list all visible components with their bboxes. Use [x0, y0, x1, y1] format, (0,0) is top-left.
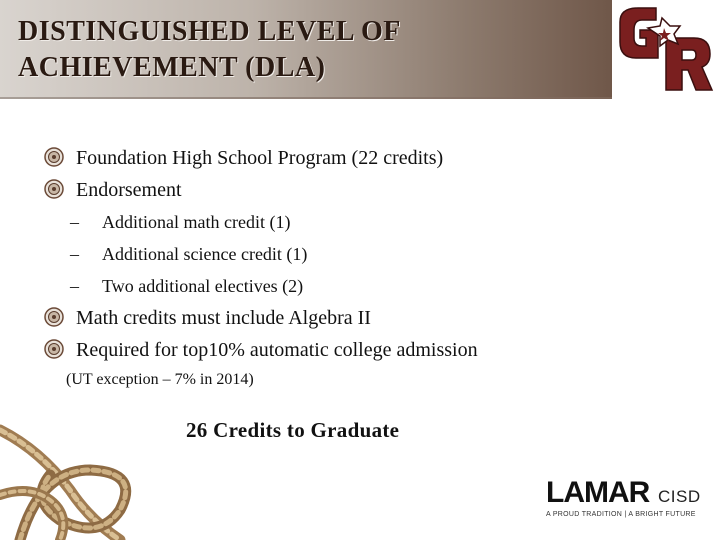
title-underline — [0, 97, 612, 99]
list-item-text: Required for top10% automatic college admission — [76, 339, 478, 361]
sub-list-item-text: Additional science credit (1) — [102, 244, 308, 264]
school-logo — [612, 0, 720, 97]
sub-list-item-text: Additional math credit (1) — [102, 212, 291, 232]
rope-knot-icon — [0, 400, 200, 540]
slide-title — [18, 14, 598, 86]
slide-title-line-2: ACHIEVEMENT (DLA) — [18, 52, 326, 83]
sub-list-item-text: Two additional electives (2) — [102, 276, 304, 296]
list-item-text: Endorsement — [76, 179, 182, 201]
bullet-medallion-icon — [44, 179, 64, 199]
district-logo-suffix: CISD — [658, 487, 701, 506]
district-tagline: A PROUD TRADITION | A BRIGHT FUTURE — [546, 511, 696, 518]
slide-title-line-1: DISTINGUISHED LEVEL OF — [18, 16, 401, 47]
school-logo-texas-star-icon — [612, 0, 720, 97]
sub-list-item — [44, 238, 644, 270]
list-item — [44, 334, 644, 366]
list-item — [44, 142, 644, 174]
dash-marker: – — [70, 276, 79, 296]
list-item — [44, 174, 644, 206]
list-item — [44, 302, 644, 334]
bullet-medallion-icon — [44, 307, 64, 327]
district-logo — [542, 478, 707, 522]
sub-list-item — [44, 206, 644, 238]
bullet-medallion-icon — [44, 147, 64, 167]
list-item-text: Foundation High School Program (22 credits) — [76, 147, 444, 169]
dash-marker: – — [70, 244, 79, 264]
sub-list-item — [44, 270, 644, 302]
district-logo-brand: LAMAR — [546, 476, 650, 509]
exception-note: (UT exception – 7% in 2014) — [66, 371, 254, 388]
dash-marker: – — [70, 212, 79, 232]
list-item-text: Math credits must include Algebra II — [76, 307, 371, 329]
credits-summary: 26 Credits to Graduate — [186, 418, 400, 442]
requirements-list — [44, 142, 644, 366]
bullet-medallion-icon — [44, 339, 64, 359]
